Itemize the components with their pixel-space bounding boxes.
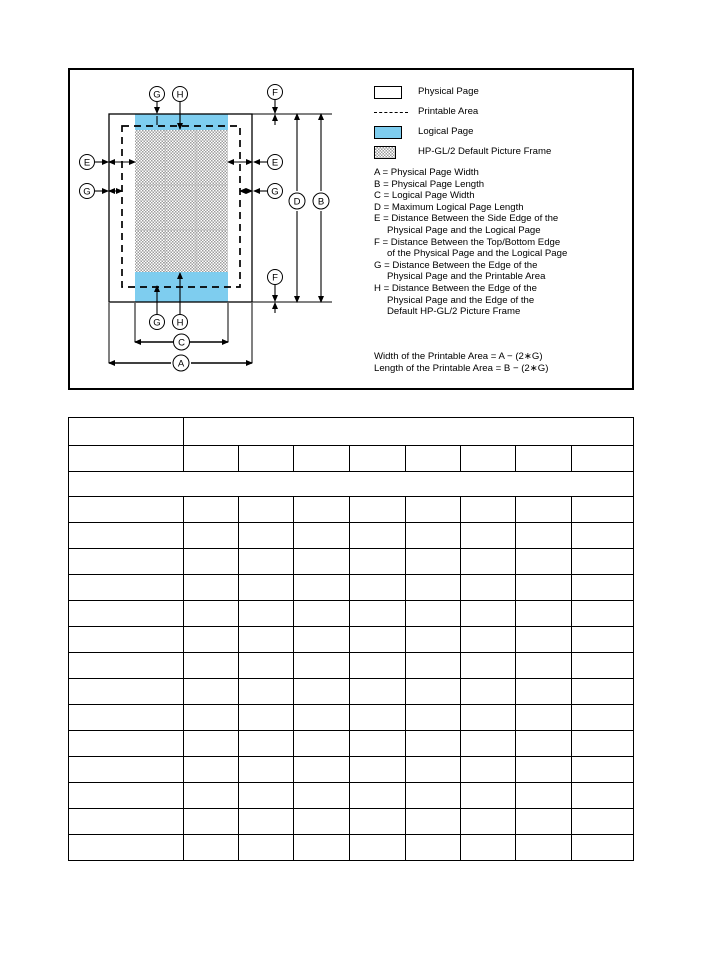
table-cell — [69, 783, 184, 809]
table-cell — [183, 575, 238, 601]
table-section-row — [69, 472, 634, 497]
svg-text:G: G — [153, 89, 161, 101]
table-cell — [69, 575, 184, 601]
table-cell — [69, 757, 184, 783]
definition-line: Physical Page and the Edge of the — [387, 294, 535, 306]
table-cell — [572, 809, 634, 835]
table-cell — [294, 549, 350, 575]
table-cell — [350, 679, 405, 705]
table-cell — [460, 809, 515, 835]
table-cell — [183, 783, 238, 809]
definition-line: Default HP-GL/2 Picture Frame — [387, 306, 521, 318]
table-cell — [405, 653, 460, 679]
table-cell — [69, 705, 184, 731]
table-row — [69, 809, 634, 835]
table-cell — [460, 679, 515, 705]
table-cell — [405, 705, 460, 731]
table-cell — [350, 523, 405, 549]
table-cell — [69, 679, 184, 705]
dimension-b — [313, 114, 329, 302]
dimension-d — [289, 114, 305, 302]
table-row — [69, 627, 634, 653]
table-cell — [294, 446, 350, 472]
table-cell — [515, 679, 571, 705]
table-cell — [405, 549, 460, 575]
definition-line: of the Physical Page and the Logical Page — [387, 248, 568, 260]
table-cell — [572, 679, 634, 705]
table-cell — [183, 627, 238, 653]
table-cell — [294, 653, 350, 679]
table-cell — [405, 627, 460, 653]
table-cell — [515, 731, 571, 757]
formula-length-printable-area: Length of the Printable Area = B − (2∗G) — [374, 362, 549, 374]
table-cell — [460, 446, 515, 472]
table-cell — [350, 809, 405, 835]
table-cell — [183, 549, 238, 575]
table-cell — [350, 653, 405, 679]
table-cell — [515, 705, 571, 731]
table-cell — [238, 653, 293, 679]
table-cell — [238, 809, 293, 835]
table-cell — [572, 523, 634, 549]
definition-line: B = Physical Page Length — [374, 178, 485, 190]
logical-page-swatch — [374, 126, 418, 139]
table-cell — [405, 835, 460, 861]
table-cell — [405, 601, 460, 627]
svg-text:F: F — [272, 272, 278, 284]
table-cell — [572, 601, 634, 627]
table-cell — [294, 601, 350, 627]
table-cell — [572, 731, 634, 757]
table-cell — [350, 835, 405, 861]
table-cell — [294, 809, 350, 835]
table-cell — [460, 549, 515, 575]
definition-line: F = Distance Between the Top/Bottom Edge — [374, 236, 561, 248]
table-cell — [183, 418, 633, 446]
table-cell — [238, 835, 293, 861]
table-cell — [460, 835, 515, 861]
table-cell — [183, 731, 238, 757]
formula-block — [374, 351, 636, 374]
table-cell — [350, 783, 405, 809]
table-cell — [69, 653, 184, 679]
table-cell — [183, 679, 238, 705]
table-cell — [515, 549, 571, 575]
table-cell — [69, 472, 634, 497]
table-cell — [515, 601, 571, 627]
table-cell — [69, 497, 184, 523]
table-cell — [460, 653, 515, 679]
table-cell — [69, 627, 184, 653]
callout-top-f — [268, 85, 283, 126]
table-cell — [69, 446, 184, 472]
table-cell — [405, 809, 460, 835]
definition-line: D = Maximum Logical Page Length — [374, 201, 524, 213]
table-cell — [572, 627, 634, 653]
table-cell — [515, 757, 571, 783]
table-cell — [238, 705, 293, 731]
table-cell — [515, 446, 571, 472]
definition-line: Physical Page and the Printable Area — [387, 271, 546, 283]
table-cell — [69, 731, 184, 757]
table-cell — [572, 497, 634, 523]
table-cell — [69, 549, 184, 575]
table-cell — [183, 705, 238, 731]
table-header-row — [69, 446, 634, 472]
table-cell — [294, 783, 350, 809]
table-cell — [515, 627, 571, 653]
formula-width-printable-area: Width of the Printable Area = A − (2∗G) — [374, 351, 543, 362]
table-row — [69, 601, 634, 627]
table-cell — [460, 757, 515, 783]
physical-page-swatch — [374, 86, 418, 99]
svg-text:B: B — [317, 196, 325, 208]
table-cell — [572, 575, 634, 601]
table-cell — [238, 601, 293, 627]
legend-label-picture-frame: HP-GL/2 Default Picture Frame — [418, 146, 552, 158]
table-cell — [294, 835, 350, 861]
table-cell — [460, 523, 515, 549]
table-cell — [572, 783, 634, 809]
table-cell — [183, 523, 238, 549]
table-cell — [294, 497, 350, 523]
table-cell — [460, 601, 515, 627]
table-row — [69, 653, 634, 679]
svg-text:G: G — [153, 317, 161, 329]
table-cell — [405, 497, 460, 523]
svg-text:H: H — [176, 317, 184, 329]
callout-left-g — [80, 184, 123, 199]
svg-text:H: H — [176, 89, 184, 101]
dimension-c — [135, 334, 228, 350]
table-cell — [183, 653, 238, 679]
callout-right-g — [240, 184, 283, 199]
table-cell — [69, 418, 184, 446]
table-row — [69, 523, 634, 549]
table-cell — [572, 757, 634, 783]
callout-left-e — [80, 155, 136, 170]
legend-item-picture-frame — [374, 142, 632, 162]
table-cell — [460, 497, 515, 523]
table-cell — [69, 601, 184, 627]
table-cell — [238, 783, 293, 809]
table-cell — [572, 549, 634, 575]
definition-line: H = Distance Between the Edge of the — [374, 282, 537, 294]
table-cell — [572, 835, 634, 861]
table-cell — [238, 446, 293, 472]
legend-label-printable-area: Printable Area — [418, 106, 479, 118]
table-cell — [460, 705, 515, 731]
figure-frame — [68, 68, 634, 390]
legend-label-logical-page: Logical Page — [418, 126, 474, 138]
table-cell — [294, 731, 350, 757]
table-row — [69, 549, 634, 575]
table-cell — [405, 731, 460, 757]
table-row — [69, 575, 634, 601]
definition-line: A = Physical Page Width — [374, 167, 479, 178]
table-cell — [238, 497, 293, 523]
table-cell — [515, 835, 571, 861]
table-row — [69, 731, 634, 757]
table-cell — [350, 601, 405, 627]
table-cell — [294, 523, 350, 549]
dimension-a — [109, 355, 252, 371]
table-cell — [460, 575, 515, 601]
picture-frame-area — [135, 130, 228, 272]
legend — [374, 82, 632, 162]
table-cell — [238, 523, 293, 549]
svg-text:C: C — [178, 337, 185, 349]
picture-frame-swatch — [374, 146, 418, 159]
table-cell — [572, 446, 634, 472]
table-cell — [238, 575, 293, 601]
table-cell — [405, 446, 460, 472]
table-cell — [515, 653, 571, 679]
table-cell — [405, 575, 460, 601]
table-cell — [572, 705, 634, 731]
table-cell — [515, 575, 571, 601]
table-row — [69, 497, 634, 523]
table-cell — [183, 835, 238, 861]
table-cell — [350, 549, 405, 575]
table-cell — [515, 497, 571, 523]
table-cell — [238, 757, 293, 783]
table-cell — [69, 809, 184, 835]
table-cell — [460, 731, 515, 757]
table-cell — [183, 809, 238, 835]
table-header-row — [69, 418, 634, 446]
svg-text:A: A — [177, 358, 185, 370]
definition-line: G = Distance Between the Edge of the — [374, 259, 538, 271]
table-cell — [572, 653, 634, 679]
table-cell — [460, 783, 515, 809]
legend-label-physical-page: Physical Page — [418, 86, 479, 98]
table-cell — [183, 497, 238, 523]
definition-list — [374, 167, 636, 318]
table-row — [69, 835, 634, 861]
table-row — [69, 679, 634, 705]
table-cell — [350, 446, 405, 472]
definition-line: Physical Page and the Logical Page — [387, 224, 541, 236]
legend-item-logical-page — [374, 122, 632, 142]
table-cell — [238, 627, 293, 653]
callout-bottom-f — [268, 270, 283, 314]
table-cell — [183, 446, 238, 472]
table-row — [69, 757, 634, 783]
table-cell — [405, 757, 460, 783]
table-cell — [350, 497, 405, 523]
table-cell — [294, 575, 350, 601]
table-cell — [350, 627, 405, 653]
table-cell — [294, 679, 350, 705]
table-cell — [238, 731, 293, 757]
table-cell — [515, 523, 571, 549]
table-cell — [238, 679, 293, 705]
table-cell — [69, 523, 184, 549]
svg-text:E: E — [83, 157, 91, 169]
table-cell — [405, 679, 460, 705]
definition-line: C = Logical Page Width — [374, 190, 475, 202]
specifications-table — [68, 417, 634, 861]
table-cell — [460, 627, 515, 653]
table-cell — [294, 627, 350, 653]
table-cell — [350, 757, 405, 783]
svg-text:E: E — [271, 157, 279, 169]
table-cell — [515, 783, 571, 809]
svg-text:F: F — [272, 87, 278, 99]
legend-item-printable-area — [374, 102, 632, 122]
table-cell — [405, 783, 460, 809]
table-cell — [294, 705, 350, 731]
printable-area-swatch — [374, 112, 418, 113]
table-row — [69, 705, 634, 731]
table-cell — [69, 835, 184, 861]
callout-top-g — [150, 87, 165, 114]
table-row — [69, 783, 634, 809]
table-cell — [350, 575, 405, 601]
callout-right-e — [228, 155, 283, 170]
table-cell — [238, 549, 293, 575]
definition-line: E = Distance Between the Side Edge of the — [374, 213, 559, 225]
table-cell — [405, 523, 460, 549]
table-cell — [350, 705, 405, 731]
table-cell — [350, 731, 405, 757]
table-cell — [294, 757, 350, 783]
svg-text:G: G — [271, 186, 279, 198]
svg-text:G: G — [83, 186, 91, 198]
table-cell — [183, 757, 238, 783]
table-cell — [515, 809, 571, 835]
legend-item-physical-page — [374, 82, 632, 102]
svg-text:D: D — [293, 196, 301, 208]
table-cell — [183, 601, 238, 627]
